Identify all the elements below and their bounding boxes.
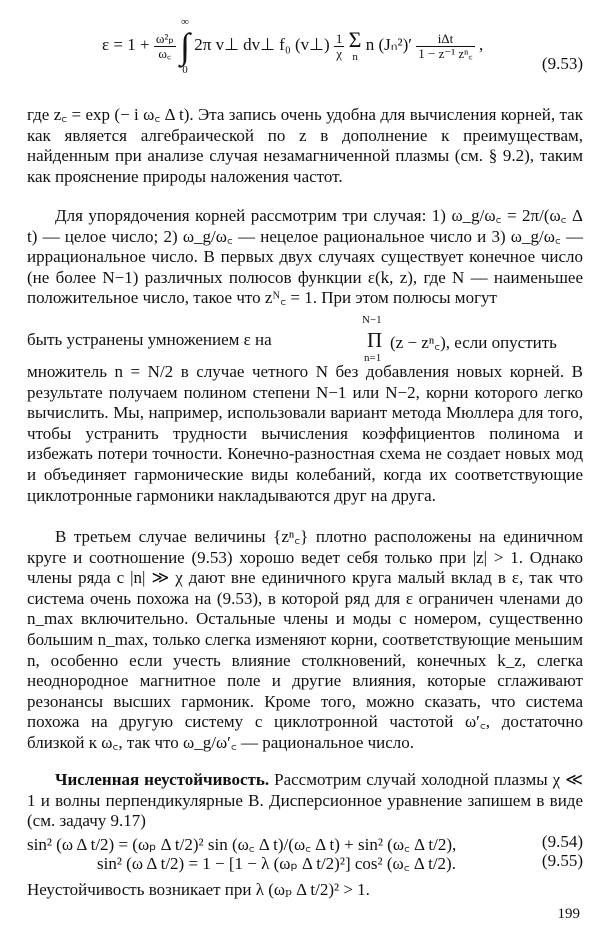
product-line-pre: быть устранены умножением ε на bbox=[27, 330, 272, 349]
equation-9-55: sin² (ω Δ t/2) = 1 − [1 − λ (ωₚ Δ t/2)²] cos² (ω꜀ Δ t/2). bbox=[97, 854, 456, 873]
paragraph-2c: множитель n = N/2 в случае четного N без добавления новых корней. В результате получаем полином степени N−1 или N−2, корни которого легко вычислить. Мы, например, использовали вариант метода Мюллера для того, чтобы устранить трудности вычисления коэффициентов полинома и избежать потери точности. Конечно-разностная схема не создает новых мод и объединяет гармонические виды колебаний, когда их соответствующие циклотронные гармоники накладываются друг на друга. bbox=[27, 362, 583, 505]
equation-9-53: ε = 1 + $\frac{\text{ω²ₚ}}{\omega꜀}$ ∞ ∫ 0 2π v⊥ dv⊥ f₀ (v⊥) $\frac{1}{\chi}$ Σ n n (Jₙ²)′ $\frac{\text{iΔt}}{\text{1 − z⁻¹ zⁿ꜀}}$ , bbox=[102, 16, 484, 76]
paragraph-5: Неустойчивость возникает при λ (ωₚ Δ t/2)² > 1. bbox=[27, 880, 370, 899]
equation-number-9-54: (9.54) bbox=[541, 832, 583, 851]
product-upper-limit: N−1 bbox=[362, 314, 382, 326]
product-symbol: Π bbox=[367, 328, 383, 352]
product-lower-limit: n=1 bbox=[364, 352, 382, 364]
equation-9-54: sin² (ω Δ t/2) = (ωₚ Δ t/2)² sin (ω꜀ Δ t)/(ω꜀ Δ t) + sin² (ω꜀ Δ t/2), bbox=[27, 835, 457, 854]
eq-sum-term: n (Jₙ²)′ bbox=[365, 34, 412, 54]
paragraph-2a: Для упорядочения корней рассмотрим три случая: 1) ω_g/ω꜀ = 2π/(ω꜀ Δ t) — целое число; 2) ω_g/ω꜀ — нецелое рациональное число и 3) ω_g/ω꜀ — иррациональное число. В первых двух случаях существует конечное число (не более N−1) различных полюсов функции ε(k, z), где N — наименьшее положительное число, такое что zᴺ꜀ = 1. При этом полюсы могут bbox=[27, 206, 583, 308]
paragraph-1: где z꜀ = exp (− i ω꜀ Δ t). Эта запись очень удобна для вычисления корней, так как является алгебраической по z в дополнение к преимуществам, найденным при анализе случая незамагниченной плазмы (см. § 9.2), таким как прояснение природы наложения частот. bbox=[27, 105, 583, 186]
eq-integrand: 2π v⊥ dv⊥ f₀ (v⊥) bbox=[194, 34, 330, 54]
sum-sign: Σ n bbox=[348, 27, 362, 63]
page-number: 199 bbox=[557, 906, 580, 922]
paragraph-4-text: Рассмотрим случай холодной плазмы χ ≪ 1 и волны перпендикулярные B. Дисперсионное уравнение запишем в виде (см. задачу 9.17) bbox=[27, 770, 583, 831]
eq-lhs: ε = 1 + bbox=[102, 34, 150, 54]
product-line-post: (z − zⁿ꜀), если опустить bbox=[390, 333, 557, 352]
eq-fraction-chi: $\frac{1}{\chi}$ bbox=[335, 30, 343, 61]
equation-number-9-53: (9.53) bbox=[541, 54, 583, 73]
eq-fraction-last: $\frac{\text{iΔt}}{\text{1 − z⁻¹ zⁿ꜀}}$ bbox=[418, 30, 473, 61]
equation-number-9-55: (9.55) bbox=[541, 851, 583, 870]
paragraph-4 bbox=[27, 770, 583, 832]
paragraph-3: В третьем случае величины {zⁿ꜀} плотно расположены на единичном круге и соотношение (9.53) хорошо ведет себя только при |z| > 1. Однако члены ряда с |n| ≫ χ дают вне единичного круга малый вклад в ε, так что система очень похожа на (9.53), в которой ряд для ε ограничен членами до n_max включительно. Остальные члены и моды с номером, существенно большим n_max, только слегка изменяют корни, соответствующие меньшим n, особенно если учесть влияние столкновений, конечных k_z, слегка неоднородное магнитное поле и другие влияния, которые сглаживают резонансы высших гармоник. Кроме того, можно сказать, что система похожа на другую систему с циклотронной частотой ω′꜀, достаточно близкой к ω꜀, так что ω_g/ω′꜀ — рациональное число. bbox=[27, 527, 583, 752]
integral-sign: ∞ ∫ 0 bbox=[180, 16, 190, 76]
section-heading-numerical-instability: Численная неустойчивость. bbox=[55, 770, 270, 789]
eq-fraction-omega: $\frac{\text{ω²ₚ}}{\omega꜀}$ bbox=[155, 30, 174, 61]
